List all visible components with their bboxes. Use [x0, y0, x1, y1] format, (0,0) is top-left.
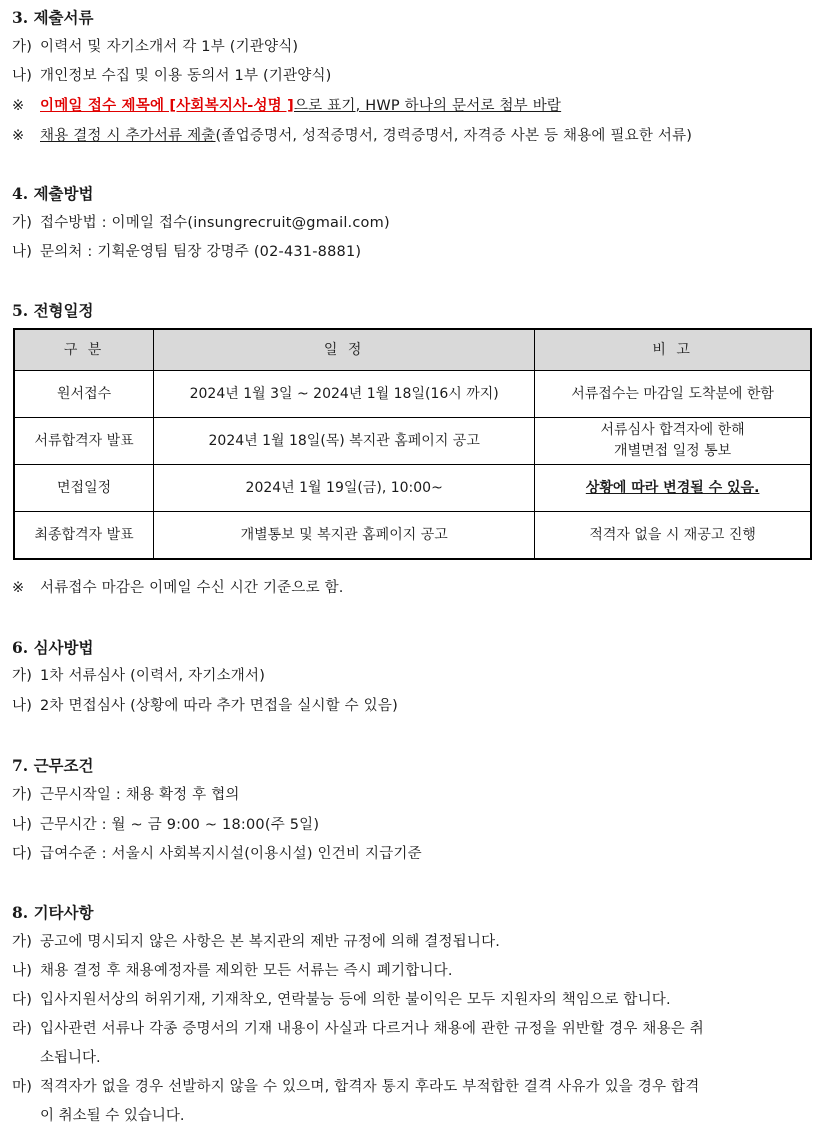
section-5-heading: 5. 전형일정: [12, 301, 94, 320]
item-prefix: 가): [12, 787, 33, 803]
item-prefix: 가): [12, 39, 33, 55]
table-row: [14, 512, 811, 560]
sec3-item-ga: [12, 35, 298, 56]
item-text: 문의처 : 기획운영팀 팀장 강명주 (02-431-8881): [40, 244, 362, 260]
sec7-item-da: [12, 842, 422, 863]
item-prefix: 나): [12, 698, 33, 714]
schedule-table: [13, 328, 812, 560]
table-cell-category: 면접일정: [14, 465, 154, 512]
sec8-item-ma: [12, 1075, 699, 1096]
item-prefix: 나): [12, 68, 33, 84]
item-text: 접수방법 : 이메일 접수(insungrecruit@gmail.com): [40, 215, 390, 231]
table-row: [14, 465, 811, 512]
sec3-note-email: [12, 94, 561, 115]
sec8-item-ra-continued: 소됩니다.: [40, 1050, 101, 1066]
item-prefix: 다): [12, 992, 33, 1008]
note-mark: ※: [12, 128, 25, 144]
table-row: [14, 371, 811, 418]
sec6-item-ga: [12, 664, 265, 685]
item-prefix: 나): [12, 817, 33, 833]
sec6-item-na: [12, 694, 398, 715]
table-row: [14, 418, 811, 465]
item-text: 개인정보 수집 및 이용 동의서 1부 (기관양식): [40, 68, 332, 84]
item-text: 1차 서류심사 (이력서, 자기소개서): [40, 668, 266, 684]
table-cell-remark-emphasis: 상황에 따라 변경될 수 있음.: [535, 465, 811, 512]
column-header: 구 분: [14, 329, 154, 371]
sec3-note-additional: [12, 124, 692, 145]
item-text: 적격자가 없을 경우 선발하지 않을 수 있으며, 합격자 통지 후라도 부적합한 결격 사유가 있을 경우 합격: [40, 1079, 700, 1095]
sec8-item-ra: [12, 1017, 704, 1038]
item-text: 공고에 명시되지 않은 사항은 본 복지관의 제반 규정에 의해 결정됩니다.: [40, 934, 501, 950]
email-subject-instruction: 이메일 접수 제목에 [사회복지사-성명 ]: [40, 98, 294, 114]
item-text: 급여수준 : 서울시 사회복지시설(이용시설) 인건비 지급기준: [40, 846, 422, 862]
item-prefix: 나): [12, 244, 33, 260]
item-prefix: 나): [12, 963, 33, 979]
item-text: 근무시간 : 월 ~ 금 9:00 ~ 18:00(주 5일): [40, 817, 320, 833]
section-4-heading: 4. 제출방법: [12, 184, 94, 203]
remark-line: 서류심사 합격자에 한해: [600, 422, 745, 438]
sec8-item-ga: [12, 930, 500, 951]
item-text: 입사지원서상의 허위기재, 기재착오, 연락불능 등에 의한 불이익은 모두 지원자의 책임으로 합니다.: [40, 992, 671, 1008]
item-prefix: 가): [12, 668, 33, 684]
sec8-item-da: [12, 988, 671, 1009]
sec7-item-na: [12, 813, 319, 834]
sec8-item-ma-continued: 이 취소될 수 있습니다.: [40, 1108, 185, 1124]
sec7-item-ga: [12, 783, 240, 804]
table-cell-schedule: 2024년 1월 18일(목) 복지관 홈페이지 공고: [154, 418, 535, 465]
note-text: 서류접수 마감은 이메일 수신 시간 기준으로 함.: [40, 580, 344, 596]
column-header: 비 고: [535, 329, 811, 371]
section-3-heading: 3. 제출서류: [12, 8, 94, 27]
sec4-item-na: [12, 240, 361, 261]
item-prefix: 가): [12, 215, 33, 231]
table-cell-remark: [535, 418, 811, 465]
item-text: 입사관련 서류나 각종 증명서의 기재 내용이 사실과 다르거나 채용에 관한 규정을 위반할 경우 채용은 취: [40, 1021, 705, 1037]
section-8-heading: 8. 기타사항: [12, 903, 94, 922]
note-mark: ※: [12, 580, 25, 596]
item-prefix: 다): [12, 846, 33, 862]
note-mark: ※: [12, 98, 25, 114]
note-text: 으로 표기, HWP 하나의 문서로 첨부 바람: [293, 98, 562, 114]
table-cell-remark: 적격자 없을 시 재공고 진행: [535, 512, 811, 560]
item-text: 근무시작일 : 채용 확정 후 협의: [40, 787, 240, 803]
column-header: 일 정: [154, 329, 535, 371]
sec5-note: [12, 576, 344, 597]
note-underlined: 채용 결정 시 추가서류 제출: [40, 128, 216, 144]
item-text: 2차 면접심사 (상황에 따라 추가 면접을 실시할 수 있음): [40, 698, 398, 714]
table-cell-category: 서류합격자 발표: [14, 418, 154, 465]
item-prefix: 가): [12, 934, 33, 950]
sec8-item-na: [12, 959, 453, 980]
item-prefix: 마): [12, 1079, 33, 1095]
table-cell-schedule: 개별통보 및 복지관 홈페이지 공고: [154, 512, 535, 560]
table-cell-schedule: 2024년 1월 19일(금), 10:00~: [154, 465, 535, 512]
section-7-heading: 7. 근무조건: [12, 756, 94, 775]
note-text: (졸업증명서, 성적증명서, 경력증명서, 자격증 사본 등 채용에 필요한 서류): [215, 128, 693, 144]
table-cell-remark: 서류접수는 마감일 도착분에 한함: [535, 371, 811, 418]
table-header-row: [14, 329, 811, 371]
remark-line: 개별면접 일정 통보: [614, 443, 732, 459]
section-6-heading: 6. 심사방법: [12, 638, 94, 657]
table-cell-category: 원서접수: [14, 371, 154, 418]
item-prefix: 라): [12, 1021, 33, 1037]
item-text: 채용 결정 후 채용예정자를 제외한 모든 서류는 즉시 폐기합니다.: [40, 963, 453, 979]
sec3-item-na: [12, 64, 332, 85]
sec4-item-ga: [12, 211, 390, 232]
item-text: 이력서 및 자기소개서 각 1부 (기관양식): [40, 39, 299, 55]
table-cell-category: 최종합격자 발표: [14, 512, 154, 560]
table-cell-schedule: 2024년 1월 3일 ~ 2024년 1월 18일(16시 까지): [154, 371, 535, 418]
